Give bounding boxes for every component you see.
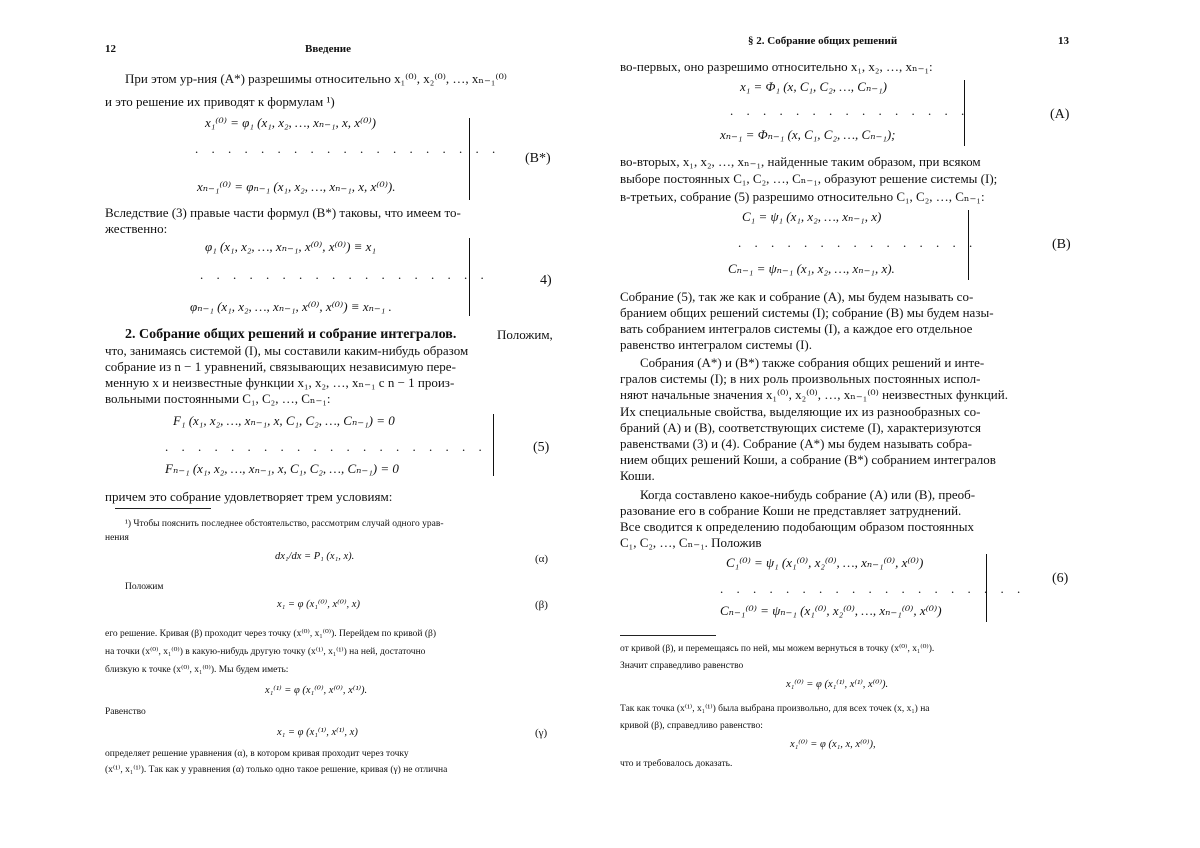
equation-dots: . . . . . . . . . . . . . . . . . . . (720, 581, 1026, 596)
equation-label: (A) (1050, 107, 1070, 122)
footnote-line: что и требовалось доказать. (620, 759, 733, 769)
equation-label: (B*) (525, 151, 551, 166)
equation-line: Cₙ₋₁ = ψₙ₋₁ (x₁, x₂, …, xₙ₋₁, x). (728, 261, 895, 276)
text-line: во-вторых, x₁, x₂, …, xₙ₋₁, найденные таким образом, при всяком (620, 154, 981, 169)
footnote-line: его решение. Кривая (β) проходит через точку (x⁽⁰⁾, x₁⁽⁰⁾). Перейдем по кривой (β) (105, 629, 437, 639)
equation-dots: . . . . . . . . . . . . . . . . . . . (195, 141, 501, 156)
footnote-line: нения (105, 533, 129, 543)
text-line: Коши. (620, 468, 655, 483)
equation-line: C₁⁽⁰⁾ = ψ₁ (x₁⁽⁰⁾, x₂⁽⁰⁾, …, xₙ₋₁⁽⁰⁾, x⁽⁰⁾) (726, 555, 924, 570)
text-line: Все сводится к определению подобающим образом постоянных (620, 519, 974, 534)
text-line: жественно: (105, 221, 168, 236)
equation-label: (α) (535, 553, 549, 565)
equation-line: C₁ = ψ₁ (x₁, x₂, …, xₙ₋₁, x) (742, 209, 882, 224)
text-line: собрание из n − 1 уравнений, связывающих независимую пере- (105, 359, 456, 374)
footnote-line: ¹) Чтобы пояснить последнее обстоятельство, рассмотрим случай одного урав- (125, 519, 444, 529)
equation-dots: . . . . . . . . . . . . . . . (730, 103, 970, 118)
equation-label: (B) (1052, 237, 1071, 252)
text-line: Их специальные свойства, выделяющие их из разнообразных со- (620, 404, 981, 419)
brace (465, 118, 470, 200)
equation-label: (6) (1052, 571, 1069, 586)
footnote-line: кривой (β), справедливо равенство: (620, 721, 763, 731)
text-line: няют начальные значения x₁⁽⁰⁾, x₂⁽⁰⁾, …, xₙ₋₁⁽⁰⁾ неизвестных функций. (620, 387, 1008, 402)
equation-dots: . . . . . . . . . . . . . . . . . . (200, 267, 489, 282)
text-line: причем это собрание удовлетворяет трем условиям: (105, 489, 393, 504)
equation-line: xₙ₋₁⁽⁰⁾ = φₙ₋₁ (x₁, x₂, …, xₙ₋₁, x, x⁽⁰⁾). (197, 179, 396, 194)
text-line: браний (A) и (B), соответствующих системе (I), характеризуются (620, 420, 981, 435)
text-line: вать собранием интегралов системы (I), а каждое его отдельное (620, 321, 973, 336)
text-line: что, занимаясь системой (I), мы составили каким-нибудь образом (105, 343, 469, 358)
equation-label: 4) (540, 273, 552, 288)
text-line: менную x и неизвестные функции x₁, x₂, …, xₙ₋₁ с n − 1 произ- (105, 375, 455, 390)
equation-line: x₁⁽⁰⁾ = φ₁ (x₁, x₂, …, xₙ₋₁, x, x⁽⁰⁾) (205, 115, 376, 130)
left-page (105, 0, 570, 848)
footnote-line: Равенство (105, 707, 146, 717)
footnote-equation: x₁ = φ (x₁⁽¹⁾, x⁽¹⁾, x) (277, 727, 358, 738)
text-line: равенствами (3) и (4). Собрание (A*) мы будем называть собра- (620, 436, 972, 451)
text-line: нием общих решений Коши, а собрание (B*) собранием интегралов (620, 452, 996, 467)
footnote-line: Значит справедливо равенство (620, 661, 744, 671)
equation-line: φₙ₋₁ (x₁, x₂, …, xₙ₋₁, x⁽⁰⁾, x⁽⁰⁾) ≡ xₙ₋₁ . (190, 299, 392, 314)
equation-line: Cₙ₋₁⁽⁰⁾ = ψₙ₋₁ (x₁⁽⁰⁾, x₂⁽⁰⁾, …, xₙ₋₁⁽⁰⁾, x⁽⁰⁾) (720, 603, 942, 618)
footnote-line: на точки (x⁽⁰⁾, x₁⁽⁰⁾) в какую-нибудь другую точку (x⁽¹⁾, x₁⁽¹⁾) на ней, достаточно (105, 647, 426, 657)
equation-dots: . . . . . . . . . . . . . . . (738, 235, 978, 250)
brace (964, 210, 969, 280)
footnote-rule (620, 635, 716, 636)
text-line: бранием общих решений системы (I); собрание (B) мы будем назы- (620, 305, 994, 320)
footnote-line: Положим (125, 582, 164, 592)
right-page (620, 0, 1080, 848)
footnote-equation: x₁⁽¹⁾ = φ (x₁⁽⁰⁾, x⁽⁰⁾, x⁽¹⁾). (265, 685, 368, 696)
page-number-left: 12 (105, 43, 116, 55)
equation-label: (γ) (535, 727, 548, 739)
brace (960, 80, 965, 146)
text-line: Положим, (497, 327, 553, 342)
brace (465, 238, 470, 316)
equation-dots: . . . . . . . . . . . . . . . . . . . . (165, 439, 487, 454)
footnote-equation: x₁ = φ (x₁⁽⁰⁾, x⁽⁰⁾, x) (277, 599, 360, 610)
footnote-line: от кривой (β), и перемещаясь по ней, мы можем вернуться в точку (x⁽⁰⁾, x₁⁽⁰⁾). (620, 644, 935, 654)
running-head-right: § 2. Собрание общих решений (748, 35, 898, 47)
text-line: вольными постоянными C₁, C₂, …, Cₙ₋₁: (105, 391, 331, 406)
brace (489, 414, 494, 476)
footnote-equation: dx₁/dx = P₁ (x₁, x). (275, 551, 355, 562)
text-line: Когда составлено какое-нибудь собрание (A) или (B), преоб- (640, 487, 976, 502)
text-line: Вследствие (3) правые части формул (B*) таковы, что имеем то- (105, 205, 461, 220)
running-head-left: Введение (305, 43, 352, 55)
equation-label: (β) (535, 599, 548, 611)
equation-line: xₙ₋₁ = Φₙ₋₁ (x, C₁, C₂, …, Cₙ₋₁); (720, 127, 896, 142)
equation-line: x₁ = Φ₁ (x, C₁, C₂, …, Cₙ₋₁) (740, 79, 887, 94)
footnote-line: (x⁽¹⁾, x₁⁽¹⁾). Так как у уравнения (α) только одно такое решение, кривая (γ) не отлична (105, 765, 448, 775)
text-line: в-третьих, собрание (5) разрешимо относительно C₁, C₂, …, Cₙ₋₁: (620, 189, 985, 204)
text-line: и это решение их приводят к формулам ¹) (105, 94, 335, 109)
text-line: выборе постоянных C₁, C₂, …, Cₙ₋₁, образуют решение системы (I); (620, 171, 998, 186)
text-line: C₁, C₂, …, Cₙ₋₁. Положив (620, 535, 762, 550)
equation-label: (5) (533, 440, 550, 455)
footnote-line: определяет решение уравнения (α), в котором кривая проходит через точку (105, 749, 409, 759)
footnote-rule (115, 508, 211, 509)
text-line: Собрания (A*) и (B*) также собрания общих решений и инте- (640, 355, 985, 370)
text-line: При этом ур-ния (A*) разрешимы относительно x₁⁽⁰⁾, x₂⁽⁰⁾, …, xₙ₋₁⁽⁰⁾ (125, 71, 508, 86)
footnote-line: Так как точка (x⁽¹⁾, x₁⁽¹⁾) была выбрана произвольно, для всех точек (x, x₁) на (620, 704, 930, 714)
text-line: гралов системы (I); в них роль произвольных постоянных испол- (620, 371, 981, 386)
text-line: равенство интегралом системы (I). (620, 337, 813, 352)
equation-line: φ₁ (x₁, x₂, …, xₙ₋₁, x⁽⁰⁾, x⁽⁰⁾) ≡ x₁ (205, 239, 376, 254)
section-title: 2. Собрание общих решений и собрание интегралов. (125, 327, 457, 342)
footnote-line: близкую к точке (x⁽⁰⁾, x₁⁽⁰⁾). Мы будем иметь: (105, 665, 289, 675)
footnote-equation: x₁⁽⁰⁾ = φ (x₁, x, x⁽⁰⁾), (790, 739, 876, 750)
footnote-equation: x₁⁽⁰⁾ = φ (x₁⁽¹⁾, x⁽¹⁾, x⁽⁰⁾). (786, 679, 889, 690)
brace (982, 554, 987, 622)
text-line: во-первых, оно разрешимо относительно x₁, x₂, …, xₙ₋₁: (620, 59, 933, 74)
equation-line: F₁ (x₁, x₂, …, xₙ₋₁, x, C₁, C₂, …, Cₙ₋₁) = 0 (173, 413, 395, 428)
page-number-right: 13 (1058, 35, 1069, 47)
text-line: Собрание (5), так же как и собрание (A), мы будем называть со- (620, 289, 974, 304)
text-line: разование его в собрание Коши не представляет затруднений. (620, 503, 962, 518)
equation-line: Fₙ₋₁ (x₁, x₂, …, xₙ₋₁, x, C₁, C₂, …, Cₙ₋₁) = 0 (165, 461, 399, 476)
